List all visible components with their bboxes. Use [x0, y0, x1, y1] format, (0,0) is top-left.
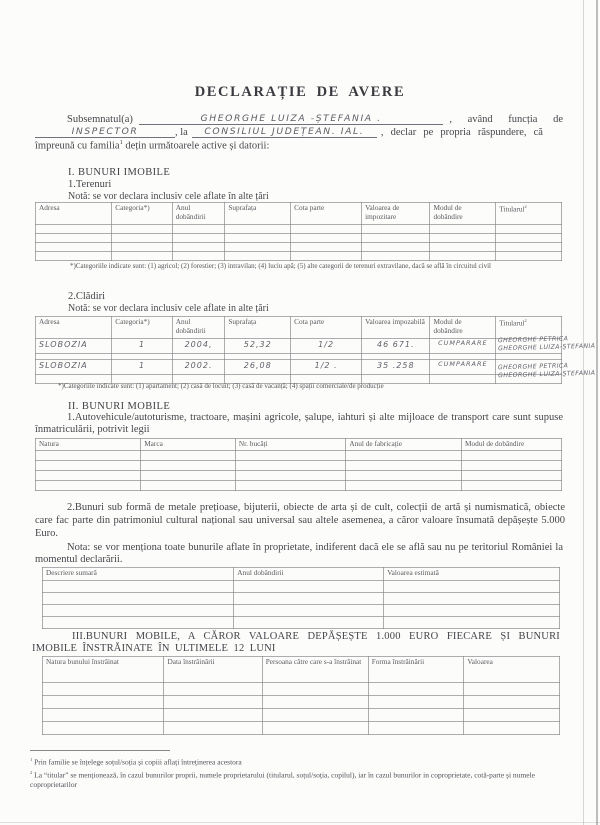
handwritten-titular: GHEORGHE PETRICA GHEORGHE LUIZA-ȘTEFANIA — [498, 362, 596, 380]
footnote-ref-2: 2 — [524, 204, 527, 209]
label-declar: , declar pe propria răspundere, că — [380, 127, 543, 139]
handwritten-name: GHEORGHE LUIZA -ȘTEFANIA . — [139, 113, 443, 125]
header-cell: Titularul$^2$ — [496, 203, 562, 225]
header-cell: Anul dobândirii — [172, 317, 225, 339]
cell-valoarea: 46 671. — [362, 339, 430, 354]
terenuri-footnote: *)Categoriile indicate sunt: (1) agricol; (2) forestier; (3) intravilan; (4) luciu apă; (5) alte categorii de terenuri extravilane, dacă se află în circuitul civil — [70, 262, 491, 270]
table-row — [43, 696, 560, 709]
table-row — [43, 709, 560, 722]
cell-categoria: 1 — [112, 360, 172, 375]
intro-line-1 — [35, 111, 563, 125]
table-row — [36, 451, 562, 461]
vehicles-header-row — [36, 439, 562, 451]
cladiri-note: Notă: se vor declara inclusiv cele aflate in alte țări — [68, 303, 269, 314]
header-cell: Suprafața — [225, 317, 291, 339]
cell-adresa: SLOBOZIA — [36, 339, 112, 354]
header-cell: Modul de dobândire — [462, 439, 562, 451]
cladiri-data-row-1 — [36, 339, 562, 354]
cell-cota: 1/2 . — [291, 360, 362, 375]
instrainari-table — [42, 656, 560, 735]
valuables-table — [42, 567, 560, 629]
header-cell: Adresa — [36, 317, 112, 339]
instrainari-header-row — [43, 657, 560, 683]
header-cell: Data înstrăinării — [164, 657, 262, 683]
label-subsemnatul: Subsemnatul(a) — [67, 113, 133, 125]
table-row — [43, 593, 560, 605]
header-cell: Modul de dobândire — [430, 317, 496, 339]
section-2-heading: II. BUNURI MOBILE — [68, 401, 171, 412]
page-footnotes — [30, 755, 565, 790]
table-row — [36, 461, 562, 471]
cladiri-footnote: *)Categoriile indicate sunt: (1) apartament; (2) casă de locuit; (3) casă de vacanță; (4) spații comerciale/de producție — [58, 382, 384, 390]
table-row — [36, 471, 562, 481]
label-la: , la — [175, 127, 188, 139]
bottom-edge-line — [0, 822, 600, 823]
header-cell: Nr. bucăți — [235, 439, 345, 451]
table-row — [43, 722, 560, 735]
header-cell: Adresa — [36, 203, 112, 225]
vehicles-table — [35, 438, 562, 491]
footnote-divider — [30, 750, 170, 751]
cladiri-data-row-2 — [36, 360, 562, 375]
header-cell: Suprafața — [225, 203, 291, 225]
table-row — [43, 683, 560, 696]
footnote-2-marker: 2 — [30, 769, 33, 775]
table-row — [43, 581, 560, 593]
table-row — [43, 617, 560, 629]
footnote-1: $^1$ Prin familie se înțelege soțul/soția și copiii aflați întreținerea acestora — [30, 757, 242, 767]
scan-edge-line — [583, 0, 584, 825]
handwritten-institution: CONSILIUL JUDEȚEAN. IAL. — [192, 126, 377, 138]
cell-cota: 1/2 — [291, 339, 362, 354]
table-row — [36, 481, 562, 491]
footnote-ref-1: 1 — [119, 139, 123, 147]
handwritten-function: INSPECTOR — [35, 126, 175, 138]
valuables-header-row — [43, 568, 560, 581]
header-cell: Anul dobândirii — [234, 568, 384, 581]
header-cell: Cota parte — [291, 317, 362, 339]
table-row — [36, 225, 562, 234]
intro-paragraph — [35, 111, 563, 152]
header-cell: Valoarea impozabilă — [362, 317, 430, 339]
label-impreuna: împreună cu familia$^1$ dețin următoarele active și datorii: — [35, 139, 270, 152]
header-cell: Forma înstrăinării — [368, 657, 464, 683]
header-cell: Persoana către care s-a înstrăinat — [262, 657, 368, 683]
vehicles-intro: 1.Autovehicule/autoturisme, tractoare, mașini agricole, șalupe, iahturi și alte mijloace de transport care sunt supuse înmatriculării, potrivit legii — [35, 412, 563, 435]
table-row — [36, 252, 562, 261]
section-3-heading: III.BUNURI MOBILE, A CĂROR VALOARE DEPĂȘEȘTE 1.000 EURO FIECARE ȘI BUNURI IMOBILE ÎNSTRĂINATE ÎN ULTIMELE 12 LUNI — [32, 631, 560, 654]
footnote-2: $^2$ La “titular” se menționează, în cazul bunurilor proprii, numele proprietarului (titularul, soțul/soția, copilul), iar în cazul bunurilor in coproprietate, cotă-parte și numele coproprietarilor — [30, 769, 535, 789]
header-cell: Descriere sumară — [43, 568, 234, 581]
cell-anul: 2004, — [172, 339, 225, 354]
header-cell: Anul de fabricație — [346, 439, 462, 451]
cell-modul: CUMPARARE — [430, 360, 496, 375]
cladiri-subheading: 2.Clădiri — [68, 291, 106, 302]
cell-suprafata: 52,32 — [225, 339, 291, 354]
header-cell: Natura bunului înstrăinat — [43, 657, 164, 683]
cell-adresa: SLOBOZIA — [36, 360, 112, 375]
valuables-intro: 2.Bunuri sub formă de metale prețioase, bijuterii, obiecte de arta și de cult, colecții de artă și numismatică, obiecte care fac parte din patrimoniul cultural național sau universal sau altele asemenea, a căror valoare însumată depășește 5.000 Euro. — [35, 502, 565, 539]
table-row — [43, 605, 560, 617]
header-cell: Categoria*) — [112, 203, 172, 225]
header-cell: Valoarea de impozitare — [362, 203, 430, 225]
cell-modul: CUMPARARE — [430, 339, 496, 354]
header-cell: Valoarea — [464, 657, 560, 683]
header-cell: Valoarea estimată — [384, 568, 560, 581]
label-avand-functia: , având funcția de — [449, 113, 563, 125]
section-1-heading: I. BUNURI IMOBILE — [68, 167, 171, 178]
footnote-1-marker: 1 — [30, 757, 33, 762]
header-cell: Natura — [36, 439, 141, 451]
cladiri-table — [35, 316, 596, 384]
intro-line-2 — [35, 125, 563, 139]
header-cell: Marca — [141, 439, 236, 451]
table-row — [36, 234, 562, 243]
table-row — [36, 243, 562, 252]
cell-categoria: 1 — [112, 339, 172, 354]
footnote-ref-2: 2 — [524, 318, 527, 323]
header-cell: Cota parte — [291, 203, 362, 225]
paper-edge-line — [596, 0, 598, 825]
intro-line-3 — [35, 138, 563, 152]
handwritten-titular: GHEORGHE PETRICA GHEORGHE LUIZA-ȘTEFANIA — [498, 335, 596, 353]
cell-titular — [496, 335, 596, 354]
page-title: DECLARAȚIE DE AVERE — [194, 84, 406, 100]
cell-suprafata: 26,08 — [225, 360, 291, 375]
terenuri-note: Notă: se vor declara inclusiv cele aflate în alte țări — [68, 191, 269, 202]
terenuri-header-row — [36, 203, 562, 225]
cell-titular — [496, 360, 596, 380]
valuables-note: Nota: se vor menționa toate bunurile aflate în proprietate, indiferent dacă ele se află sau nu pe teritoriul României la momentul declarării. — [35, 542, 563, 565]
cell-valoarea: 35 .258 — [362, 360, 430, 375]
header-cell: Titularul$^2$ — [496, 317, 562, 339]
cell-anul: 2002. — [172, 360, 225, 375]
header-cell: Anul dobândirii — [172, 203, 225, 225]
header-cell: Categoria*) — [112, 317, 172, 339]
cladiri-header-row — [36, 317, 562, 339]
terenuri-table — [35, 202, 562, 261]
header-cell: Modul de dobândire — [430, 203, 496, 225]
terenuri-subheading: 1.Terenuri — [68, 179, 112, 190]
